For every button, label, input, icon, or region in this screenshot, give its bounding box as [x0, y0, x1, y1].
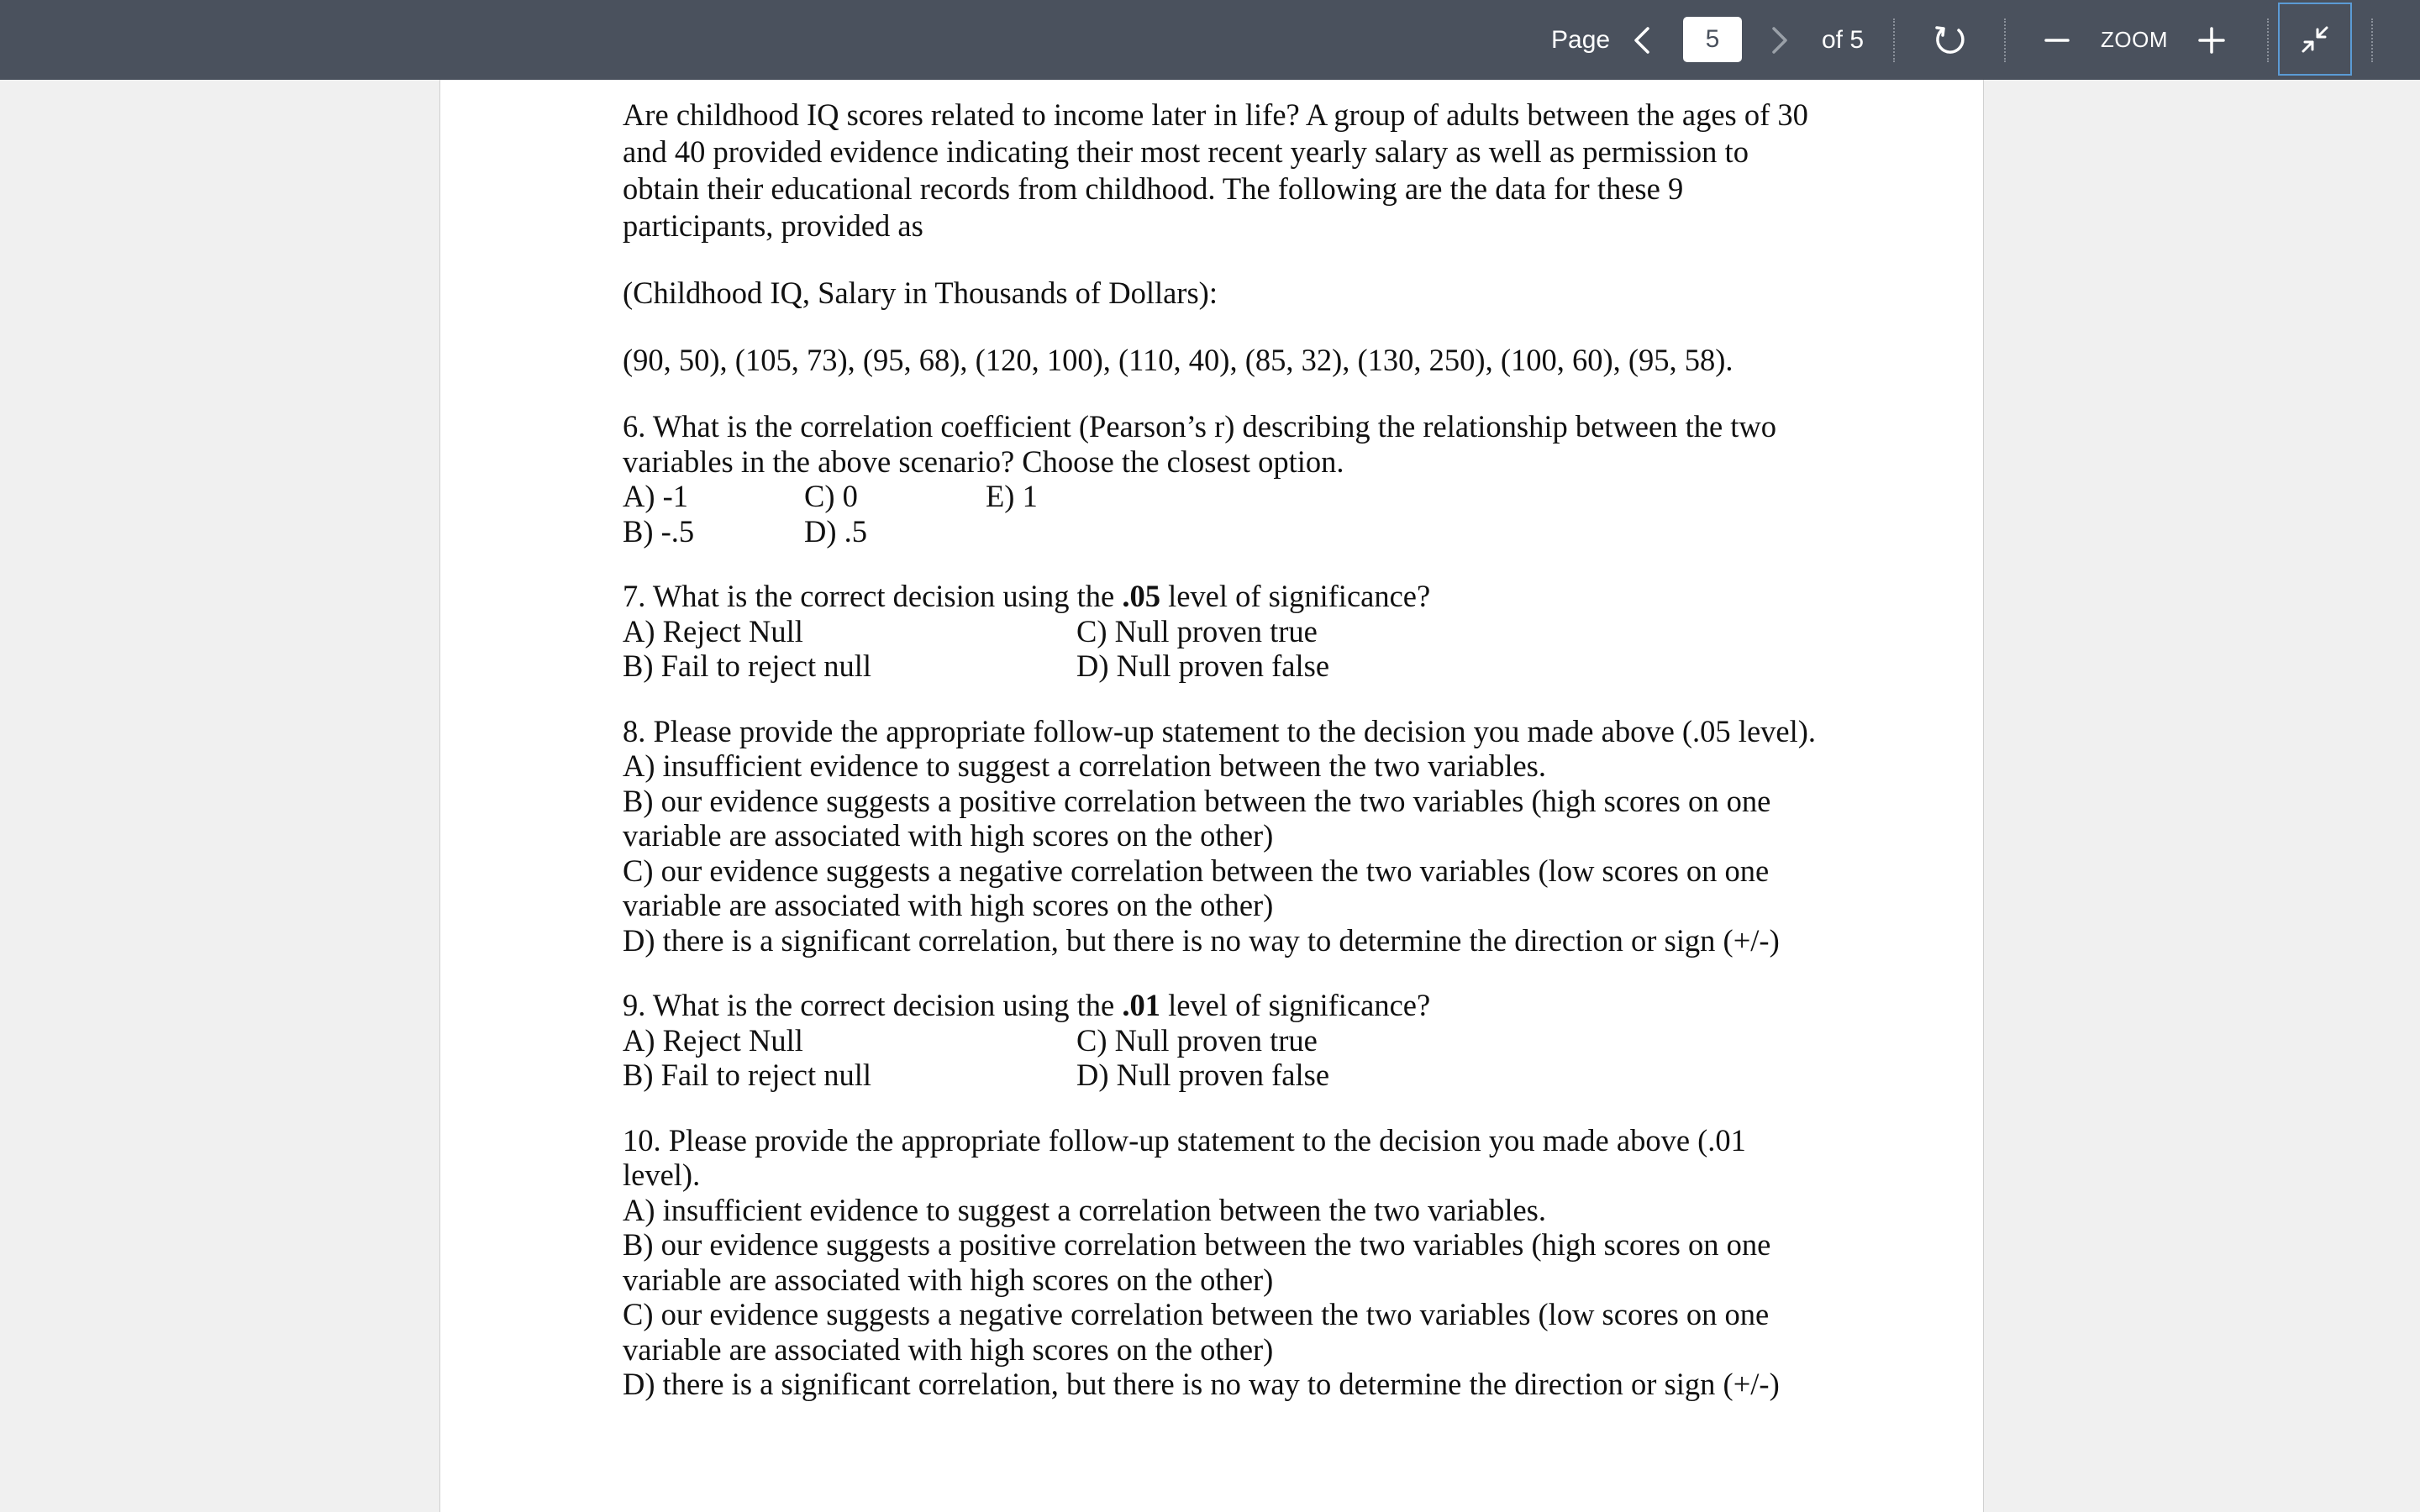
question-6-text: 6. What is the correlation coefficient (Pearson’s r) describing the relationship between the two variables in the above scenario? Choose the closest option. [623, 409, 1777, 479]
question-8 [623, 714, 1833, 958]
option-a: A) Reject Null [623, 1022, 803, 1058]
question-8-text: 8. Please provide the appropriate follow-up statement to the decision you made above (.05 level). [623, 713, 1817, 748]
chevron-right-icon [1770, 26, 1789, 55]
option-a: A) Reject Null [623, 613, 803, 648]
page-number-input[interactable] [1683, 17, 1742, 62]
chevron-left-icon [1633, 26, 1651, 55]
pdf-toolbar [0, 0, 2420, 80]
page-label: Page [1551, 25, 1611, 54]
page-content [623, 97, 1833, 1402]
toolbar-divider [2004, 18, 2006, 62]
toolbar-divider [2371, 18, 2373, 62]
page-count-label: of 5 [1822, 25, 1865, 54]
toolbar-divider [1893, 18, 1895, 62]
spacer [623, 684, 1833, 714]
question-10-text: 10. Please provide the appropriate follow-up statement to the decision you made above (.01 level). [623, 1122, 1746, 1192]
option-c: C) Null proven true [1076, 613, 1318, 648]
intro-paragraph: Are childhood IQ scores related to income later in life? A group of adults between the ages of 30 and 40 provided evidence indicating their most recent yearly salary as well as permission to obtain their educational records from childhood. The following are the data for these 9 participants, provided as [623, 97, 1808, 243]
option-c: C) our evidence suggests a negative correlation between the two variables (low scores on one variable are associated with high scores on the other) [623, 1297, 1770, 1367]
spacer [623, 312, 1833, 342]
toolbar-divider [2267, 18, 2269, 62]
answer-row [623, 479, 1833, 514]
answer-row [623, 514, 1833, 549]
spacer [623, 549, 1833, 579]
question-9 [623, 988, 1833, 1093]
significance-level: .05 [1122, 579, 1160, 613]
option-e: E) 1 [986, 479, 1038, 513]
question-7-text [623, 579, 1833, 614]
question-9-prefix: 9. What is the correct decision using the [623, 988, 1123, 1022]
rotate-button[interactable] [1931, 0, 1970, 80]
option-d: D) Null proven false [1076, 648, 1330, 683]
option-c: C) our evidence suggests a negative correlation between the two variables (low scores on one variable are associated with high scores on the other) [623, 853, 1770, 922]
next-page-button[interactable] [1765, 0, 1795, 80]
option-c: C) Null proven true [1076, 1022, 1318, 1058]
option-b: B) Fail to reject null [623, 1058, 871, 1092]
answer-row [623, 614, 1833, 649]
option-a: A) insufficient evidence to suggest a correlation between the two variables. [623, 1192, 1547, 1227]
answer-row [623, 1023, 1833, 1058]
zoom-in-button[interactable] [2193, 0, 2230, 80]
exit-fullscreen-icon [2298, 23, 2332, 56]
question-6 [623, 409, 1833, 549]
question-7-suffix: level of significance? [1160, 579, 1431, 613]
minus-icon [2044, 28, 2070, 53]
option-d: D) .5 [804, 513, 868, 549]
significance-level: .01 [1122, 988, 1160, 1022]
plus-icon [2197, 26, 2226, 55]
option-b: B) our evidence suggests a positive correlation between the two variables (high scores on one variable are associated with high scores on the other) [623, 783, 1771, 853]
previous-page-button[interactable] [1627, 0, 1657, 80]
document-page [439, 80, 1984, 1512]
question-7-prefix: 7. What is the correct decision using the [623, 579, 1123, 613]
spacer [623, 958, 1833, 988]
spacer [623, 1093, 1833, 1123]
option-d: D) there is a significant correlation, but there is no way to determine the direction or sign (+/-) [623, 922, 1780, 958]
option-b: B) our evidence suggests a positive correlation between the two variables (high scores on one variable are associated with high scores on the other) [623, 1227, 1771, 1297]
question-7 [623, 579, 1833, 684]
option-d: D) there is a significant correlation, but there is no way to determine the direction or sign (+/-) [623, 1367, 1780, 1401]
data-points-line: (90, 50), (105, 73), (95, 68), (120, 100), (110, 40), (85, 32), (130, 250), (100, 60), (95, 58). [623, 343, 1733, 377]
zoom-label: ZOOM [2101, 27, 2168, 52]
answer-row [623, 1058, 1833, 1093]
rotate-icon [1933, 23, 1968, 58]
zoom-out-button[interactable] [2040, 0, 2074, 80]
option-a: A) insufficient evidence to suggest a correlation between the two variables. [623, 748, 1547, 783]
option-d: D) Null proven false [1076, 1058, 1330, 1092]
option-b: B) -.5 [623, 513, 695, 549]
data-format-line: (Childhood IQ, Salary in Thousands of Dollars): [623, 276, 1218, 310]
spacer [623, 379, 1833, 409]
option-b: B) Fail to reject null [623, 648, 871, 683]
answer-row [623, 648, 1833, 684]
question-9-suffix: level of significance? [1160, 988, 1431, 1022]
question-10 [623, 1123, 1833, 1402]
spacer [623, 244, 1833, 275]
option-c: C) 0 [804, 479, 858, 513]
exit-fullscreen-button[interactable] [2278, 3, 2352, 76]
question-9-text [623, 988, 1833, 1023]
option-a: A) -1 [623, 479, 689, 513]
